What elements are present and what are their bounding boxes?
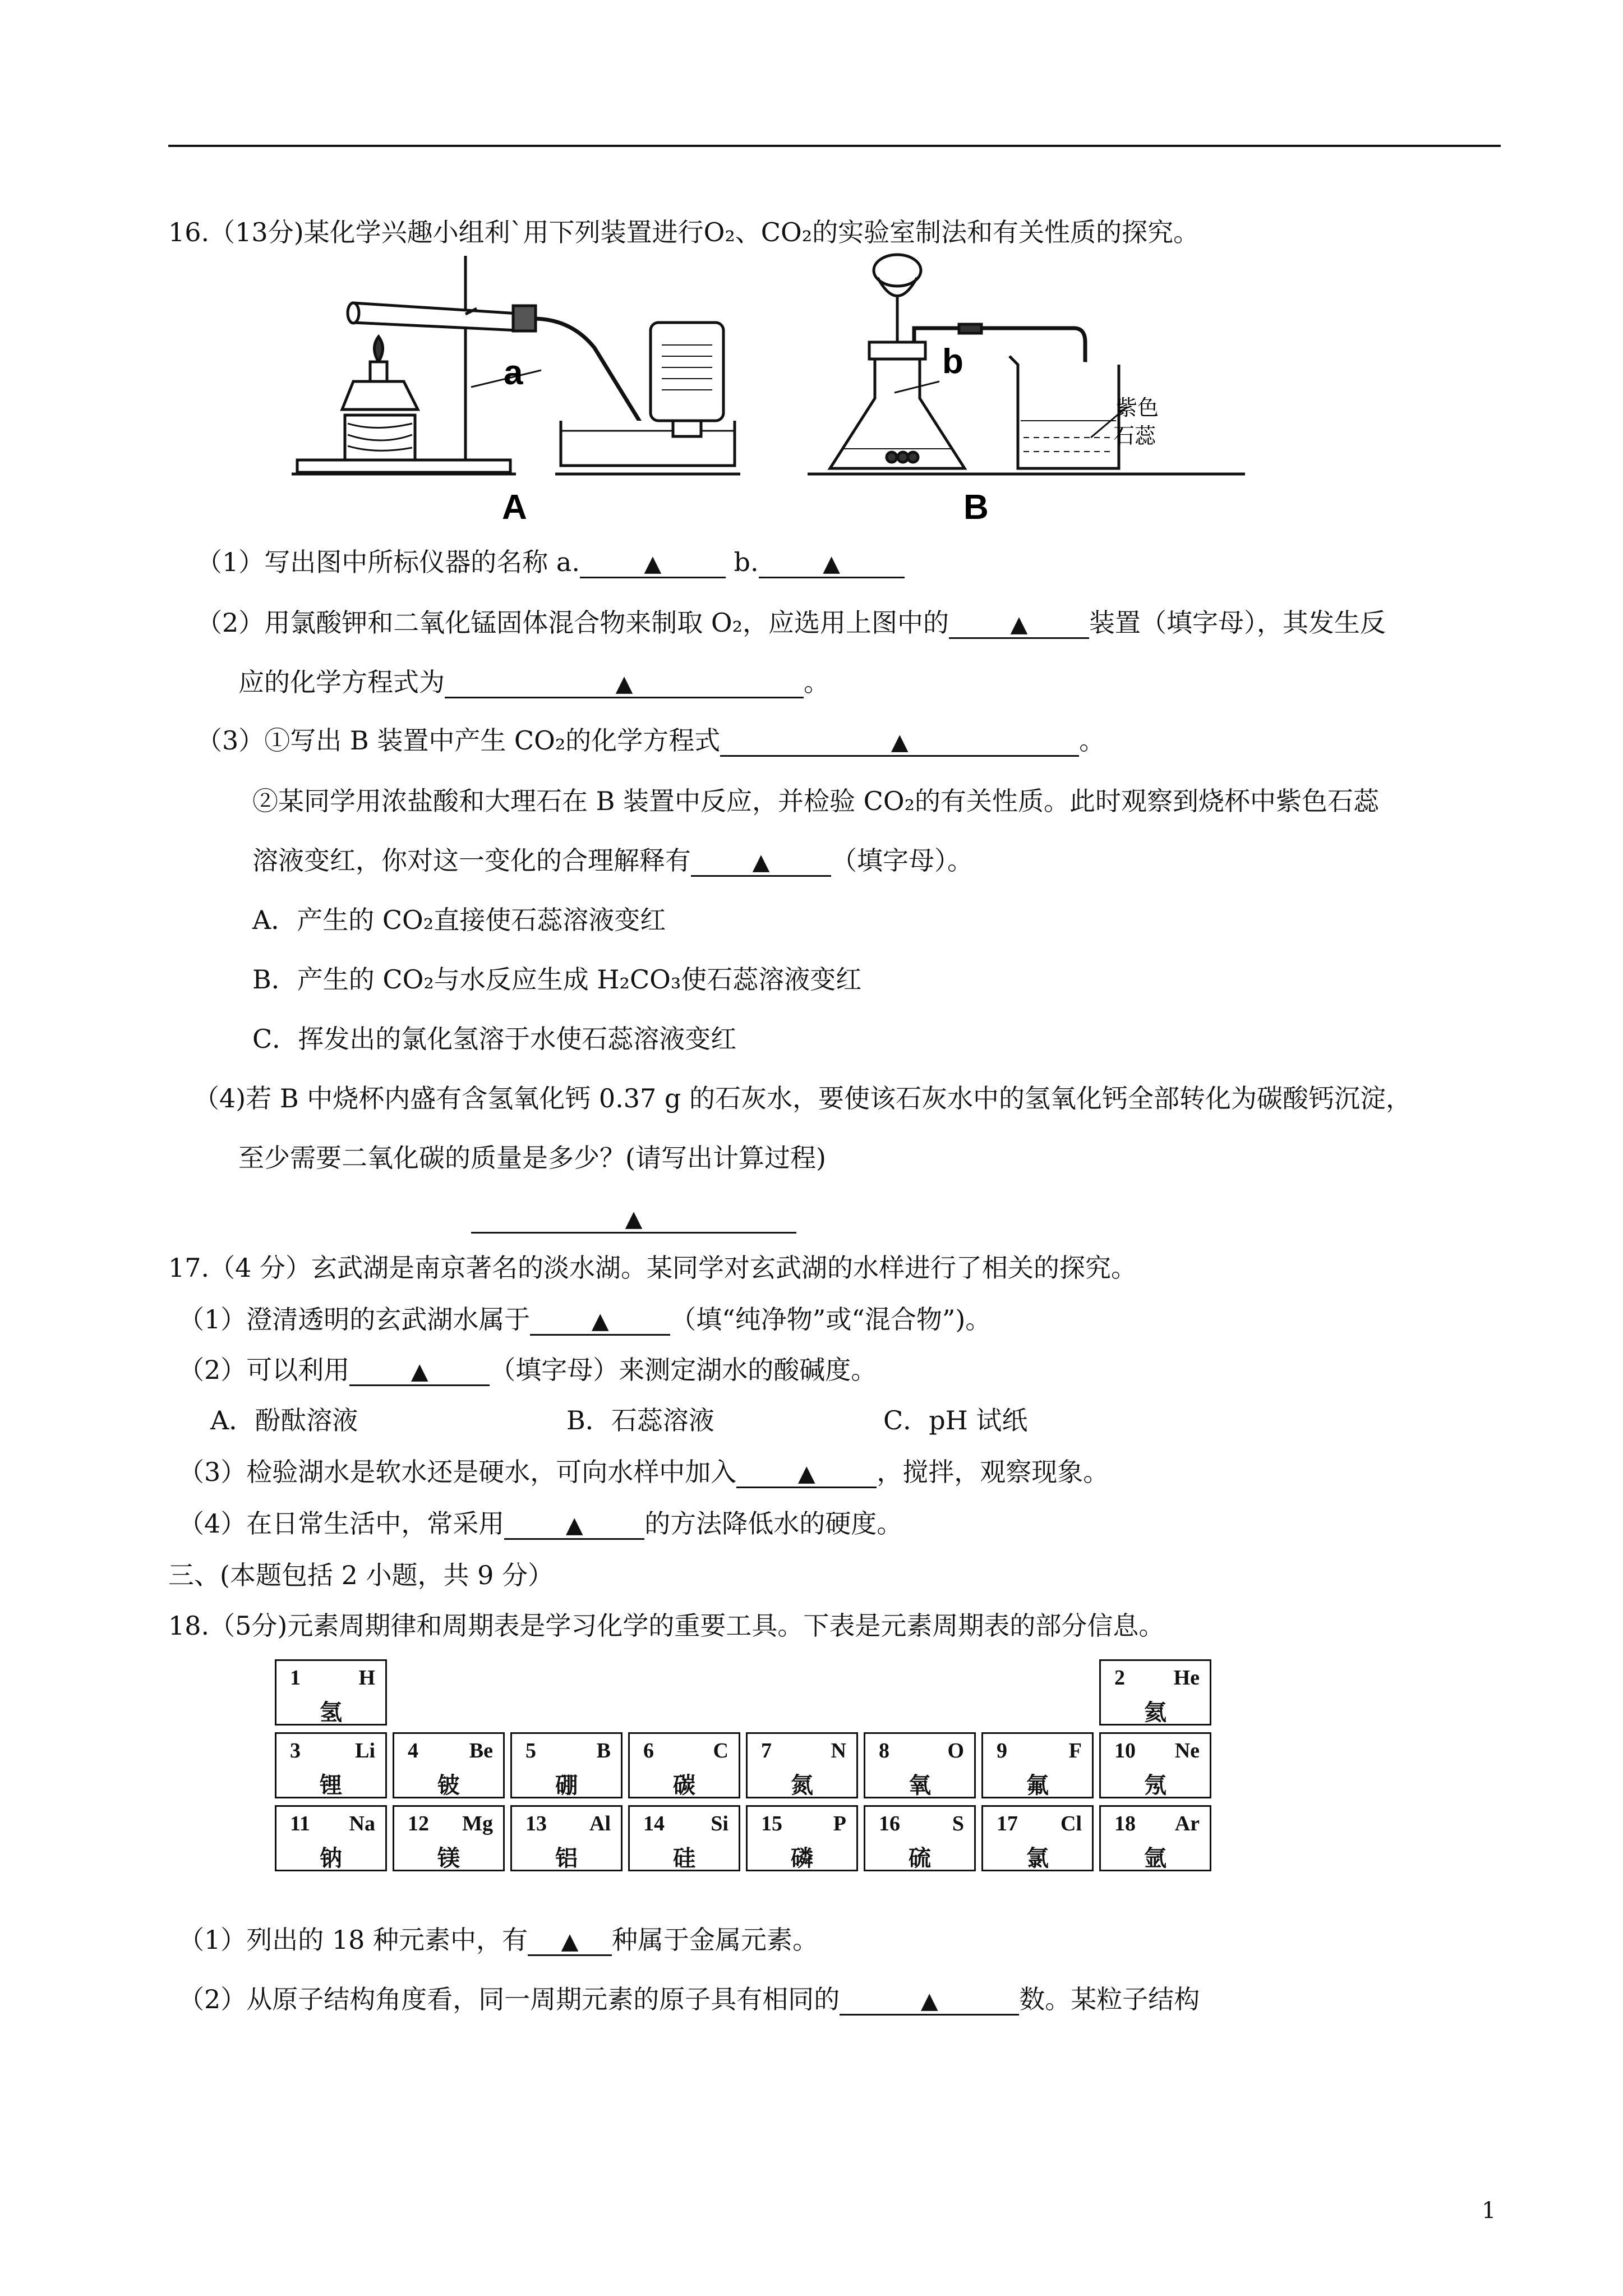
q16-part4-line2: 至少需要二氧化碳的质量是多少？(请写出计算过程) — [238, 1143, 826, 1173]
answer-blank[interactable]: ▲ — [471, 1203, 796, 1234]
answer-blank[interactable]: ▲ — [720, 726, 1079, 757]
water-trough — [561, 421, 735, 466]
element-cell: 18 Ar 氩 — [1099, 1805, 1211, 1871]
stopper-a — [513, 306, 536, 331]
apparatus-figure — [292, 252, 1245, 527]
q17-option-c: C．pH 试纸 — [883, 1405, 1028, 1435]
test-tube — [353, 303, 530, 331]
q16-part3-line3: 溶液变红，你对这一变化的合理解释有 ▲ （填字母）。 — [252, 845, 973, 876]
element-cell: 8 O 氧 — [864, 1732, 976, 1798]
question-17-title: 17.（4 分）玄武湖是南京著名的淡水湖。某同学对玄武湖的水样进行了相关的探究。 — [168, 1253, 1137, 1283]
element-cell: 11 Na 钠 — [275, 1805, 387, 1871]
q16-part2-line2: 应的化学方程式为 ▲ 。 — [238, 667, 829, 697]
answer-blank[interactable]: ▲ — [504, 1509, 644, 1540]
element-cell: 13 Al 铝 — [510, 1805, 623, 1871]
q16-part4: （4)若 B 中烧杯内盛有含氢氧化钙 0.37 g 的石灰水，要使该石灰水中的氢氧化钙全部转化为碳酸钙沉淀， — [193, 1083, 1412, 1114]
element-cell: 10 Ne 氖 — [1099, 1732, 1211, 1798]
answer-blank[interactable]: ▲ — [736, 1457, 877, 1488]
answer-blank[interactable]: ▲ — [349, 1355, 490, 1386]
q16-part3: （3）①写出 B 装置中产生 CO₂的化学方程式 ▲ 。 — [196, 725, 1105, 756]
periodic-table — [275, 1659, 1211, 1872]
q17-part4: （4）在日常生活中，常采用 ▲ 的方法降低水的硬度。 — [178, 1508, 903, 1539]
stand-base — [297, 460, 510, 472]
element-cell: 1 H 氢 — [275, 1659, 387, 1726]
q16-option-c: C．挥发出的氯化氢溶于水使石蕊溶液变红 — [252, 1024, 737, 1054]
element-cell: 16 S 硫 — [864, 1805, 976, 1871]
q17-part3: （3）检验湖水是软水还是硬水，可向水样中加入 ▲ ，搅拌，观察现象。 — [178, 1457, 1109, 1487]
element-cell: 5 B 硼 — [510, 1732, 623, 1798]
q17-option-b: B．石蕊溶液 — [566, 1405, 714, 1435]
answer-blank[interactable]: ▲ — [528, 1925, 612, 1956]
label-B: B — [963, 488, 989, 527]
element-cell: 15 P 磷 — [746, 1805, 858, 1871]
answer-blank[interactable]: ▲ — [759, 547, 905, 578]
q18-part1: （1）列出的 18 种元素中，有 ▲ 种属于金属元素。 — [178, 1925, 819, 1955]
answer-blank[interactable]: ▲ — [840, 1985, 1019, 2016]
litmus-label-1: 紫色 — [1116, 395, 1159, 420]
element-cell: 9 F 氟 — [981, 1732, 1094, 1798]
element-cell: 14 Si 硅 — [628, 1805, 740, 1871]
element-cell: 12 Mg 镁 — [393, 1805, 505, 1871]
alcohol-lamp — [342, 381, 418, 409]
page-number: 1 — [1482, 2198, 1496, 2224]
element-cell: 3 Li 锂 — [275, 1732, 387, 1798]
answer-blank[interactable]: ▲ — [580, 547, 726, 578]
element-cell: 2 He 氦 — [1099, 1659, 1211, 1726]
question-16-title: 16.（13分)某化学兴趣小组利`用下列装置进行O₂、CO₂的实验室制法和有关性质的探究。 — [168, 217, 1200, 247]
q16-part3-line2: ②某同学用浓盐酸和大理石在 B 装置中反应，并检验 CO₂的有关性质。此时观察到烧杯中紫色石蕊 — [252, 786, 1380, 816]
gas-bottle — [651, 323, 723, 421]
q16-option-a: A．产生的 CO₂直接使石蕊溶液变红 — [252, 905, 666, 935]
element-cell: 17 Cl 氯 — [981, 1805, 1094, 1871]
q16-part2: （2）用氯酸钾和二氧化锰固体混合物来制取 O₂，应选用上图中的 ▲ 装置（填字母），其发生反 — [196, 608, 1386, 638]
header-rule — [168, 145, 1501, 147]
element-cell: 7 N 氮 — [746, 1732, 858, 1798]
label-b: b — [942, 342, 963, 381]
q18-part2: （2）从原子结构角度看，同一周期元素的原子具有相同的 ▲ 数。某粒子结构 — [178, 1984, 1200, 2014]
answer-blank[interactable]: ▲ — [949, 608, 1089, 639]
element-cell: 6 C 碳 — [628, 1732, 740, 1798]
answer-blank[interactable]: ▲ — [691, 846, 831, 877]
q17-option-a: A．酚酞溶液 — [210, 1405, 358, 1435]
q16-part1: （1）写出图中所标仪器的名称 a. ▲ b. ▲ — [196, 545, 905, 579]
q16-part4-answer — [471, 1200, 796, 1234]
answer-blank[interactable]: ▲ — [445, 668, 804, 698]
q17-part2: （2）可以利用 ▲ （填字母）来测定湖水的酸碱度。 — [178, 1355, 877, 1385]
question-18-title: 18.（5分)元素周期律和周期表是学习化学的重要工具。下表是元素周期表的部分信息。 — [168, 1611, 1165, 1641]
stopper-b — [869, 342, 925, 359]
element-cell: 4 Be 铍 — [393, 1732, 505, 1798]
label-A: A — [502, 488, 527, 527]
section-3-heading: 三、(本题包括 2 小题，共 9 分） — [168, 1560, 554, 1590]
q16-option-b: B．产生的 CO₂与水反应生成 H₂CO₃使石蕊溶液变红 — [252, 964, 862, 995]
label-a: a — [504, 353, 523, 392]
litmus-label-2: 石蕊 — [1113, 424, 1156, 448]
answer-blank[interactable]: ▲ — [530, 1305, 670, 1336]
q17-part1: （1）澄清透明的玄武湖水属于 ▲ （填“纯净物”或“混合物”)。 — [178, 1304, 992, 1335]
